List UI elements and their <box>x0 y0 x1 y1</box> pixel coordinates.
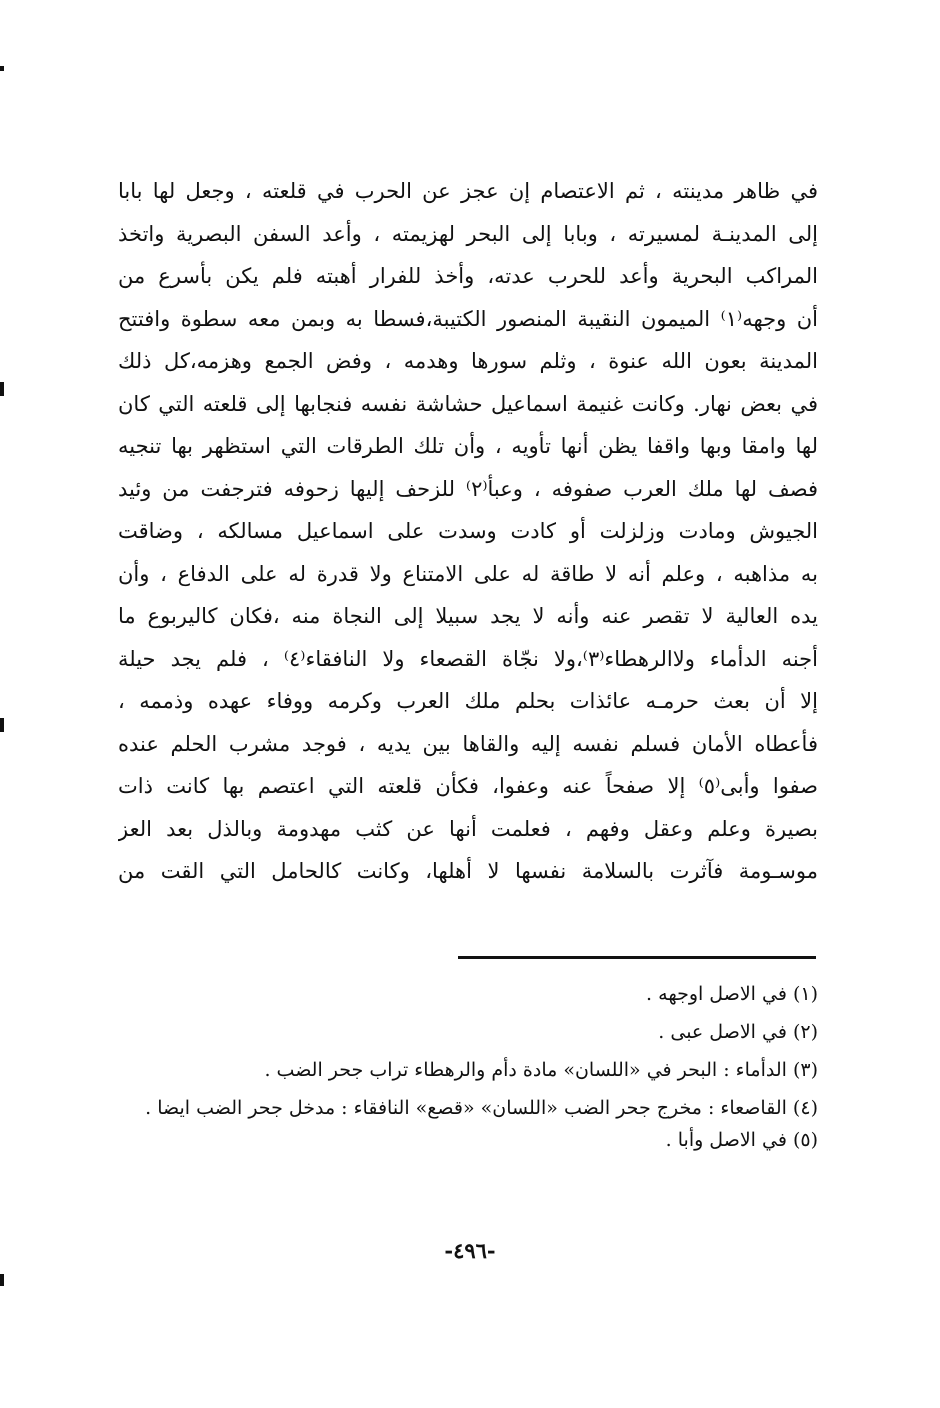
footnotes-block <box>118 978 818 1162</box>
scan-edge-mark <box>0 66 4 71</box>
text-line: به مذاهبه ، وعلم أنه لا طاقة له على الامتناع ولا قدرة له على الدفاع ، وأن <box>118 561 818 586</box>
scan-edge-mark <box>0 718 4 732</box>
footnote-divider <box>458 956 816 959</box>
text-line: بصيرة وعلم وعقل وفهم ، فعلمت أنها عن كثب مهدومة وبالذل بعد العز <box>118 816 818 841</box>
text-line: أجنه الدأماء ولاالرهطاء⁽٣⁾،ولا نجّاة القصعاء ولا النافقاء⁽٤⁾ ، فلم يجد حيلة <box>118 646 818 671</box>
page-number: -٤٩٦- <box>444 1238 496 1263</box>
scan-edge-mark <box>0 1274 4 1286</box>
text-line: موسـومة فآثرت بالسلامة نفسها لا أهلها، وكانت كالحامل التي القت من <box>118 859 818 883</box>
text-line: فصف لها ملك العرب صفوفه ، وعبأ⁽٢⁾ للزحف إليها زحوفه فترجفت من وئيد <box>118 476 818 501</box>
main-text-block <box>118 170 818 893</box>
text-line: صفوا وأبى⁽٥⁾ إلا صفحاً عنه وعفوا، فكأن قلعته التي اعتصم بها كانت ذات <box>118 774 818 798</box>
text-line: إلى المدينـة لمسيرته ، وبابا إلى البحر لهزيمته ، وأعد السفن البصرية واتخذ <box>118 221 818 246</box>
text-line: في ظاهر مدينته ، ثم الاعتصام إن عجز عن الحرب في قلعته ، وجعل لها بابا <box>118 179 818 203</box>
text-line: لها وامقا وبها واقفا يظن أنها تأويه ، وأن تلك الطرقات التي استظهر بها تنجيه <box>118 434 818 458</box>
text-line: في بعض نهار. وكانت غنيمة اسماعيل حشاشة نفسه فنجابها إلى قلعته التي كان <box>118 391 818 416</box>
footnote-5: (٥) في الاصل وأبا . <box>665 1129 818 1151</box>
text-line: إلا أن بعث حرمـه عائذات بحلم ملك العرب وكرمه ووفاء عهده وذممه ، <box>118 689 818 713</box>
footnote-3: (٣) الدأماء : البحر في «اللسان» مادة دأم والرهطاء تراب جحر الضب . <box>264 1059 818 1081</box>
footnote-1: (١) في الاصل اوجهه . <box>646 983 818 1005</box>
footnote-2: (٢) في الاصل عبى . <box>658 1021 818 1043</box>
text-line: يده العالية لا تقصر عنه وأنه لا يجد سبيلا إلى النجاة منه ،فكان كاليربوع ما <box>118 604 818 628</box>
text-line: الجيوش ومادت وزلزلت أو كادت وسدت على اسماعيل مسالكه ، وضاقت <box>118 519 818 543</box>
text-line: فأعطاه الأمان فسلم نفسه إليه والقاها بين يديه ، فوجد مشرب الحلم عنده <box>118 731 818 756</box>
text-line: أن وجهه⁽١⁾ الميمون النقيبة المنصور الكتيبة،فسطا به وبمن معه سطوة وافتتح <box>118 306 818 331</box>
text-line: المراكب البحرية وأعد للحرب عدته، وأخذ للفرار أهبته فلم يكن بأسرع من <box>118 264 818 288</box>
scan-edge-mark <box>0 382 4 396</box>
text-line: المدينة بعون الله عنوة ، وثلم سورها وهدمه ، وفض الجمع وهزمه،كل ذلك <box>118 349 818 373</box>
footnote-4: (٤) القاصعاء : مخرج جحر الضب «اللسان» «قصع» النافقاء : مدخل جحر الضب ايضا . <box>145 1097 818 1119</box>
